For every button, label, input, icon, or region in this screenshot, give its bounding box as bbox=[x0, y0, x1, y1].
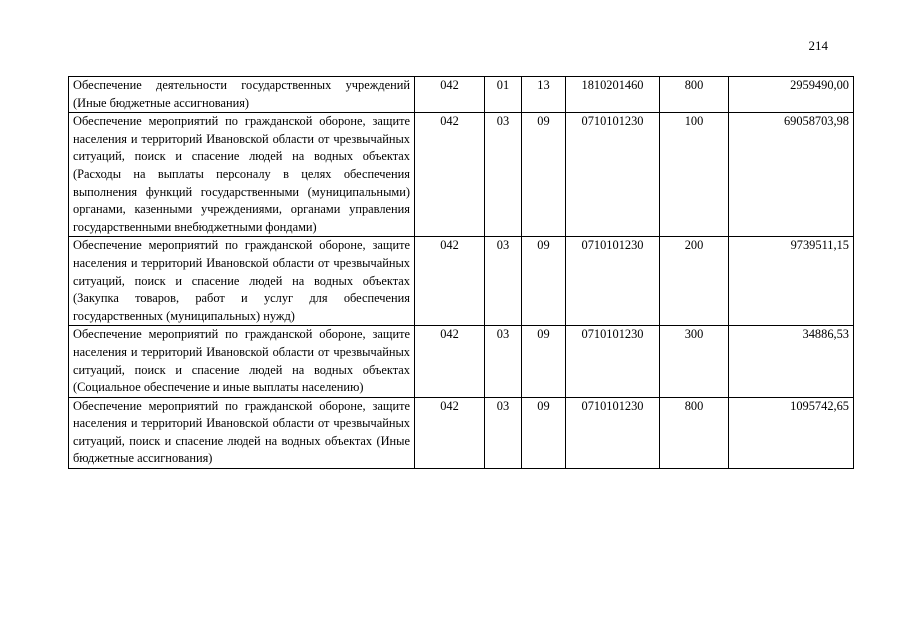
table-row bbox=[69, 397, 854, 468]
expense-name-cell: Обеспечение мероприятий по гражданской обороне, защите населения и территорий Ивановской области от чрезвычайных ситуаций, поиск и спасение людей на водных объектах (Иные бюджетные ассигнования) bbox=[69, 397, 415, 468]
ministry-code-cell: 042 bbox=[415, 77, 485, 113]
table-row bbox=[69, 77, 854, 113]
expense-name-cell: Обеспечение деятельности государственных учреждений (Иные бюджетные ассигнования) bbox=[69, 77, 415, 113]
ministry-code-cell: 042 bbox=[415, 397, 485, 468]
expense-type-cell: 800 bbox=[660, 397, 729, 468]
section-cell: 03 bbox=[485, 326, 522, 397]
amount-cell: 1095742,65 bbox=[729, 397, 854, 468]
expense-type-cell: 100 bbox=[660, 113, 729, 237]
target-article-cell: 0710101230 bbox=[566, 113, 660, 237]
target-article-cell: 0710101230 bbox=[566, 397, 660, 468]
page-number: 214 bbox=[808, 38, 828, 53]
table-row bbox=[69, 237, 854, 326]
expense-name-cell: Обеспечение мероприятий по гражданской обороне, защите населения и территорий Ивановской области от чрезвычайных ситуаций, поиск и спасение людей на водных объектах (Социальное обеспечение и иные выплаты населению) bbox=[69, 326, 415, 397]
amount-cell: 69058703,98 bbox=[729, 113, 854, 237]
amount-cell: 34886,53 bbox=[729, 326, 854, 397]
expense-name-cell: Обеспечение мероприятий по гражданской обороне, защите населения и территорий Ивановской области от чрезвычайных ситуаций, поиск и спасение людей на водных объектах (Расходы на выплаты персоналу в целях обеспечения выполнения функций государственными (муниципальными) органами, казенными учреждениями, органами управления государственными внебюджетными фондами) bbox=[69, 113, 415, 237]
section-cell: 01 bbox=[485, 77, 522, 113]
ministry-code-cell: 042 bbox=[415, 237, 485, 326]
expense-name-cell: Обеспечение мероприятий по гражданской обороне, защите населения и территорий Ивановской области от чрезвычайных ситуаций, поиск и спасение людей на водных объектах (Закупка товаров, работ и услуг для обеспечения государственных (муниципальных) нужд) bbox=[69, 237, 415, 326]
table-row bbox=[69, 326, 854, 397]
target-article-cell: 0710101230 bbox=[566, 326, 660, 397]
section-cell: 03 bbox=[485, 113, 522, 237]
subsection-cell: 09 bbox=[522, 397, 566, 468]
amount-cell: 9739511,15 bbox=[729, 237, 854, 326]
expense-type-cell: 200 bbox=[660, 237, 729, 326]
target-article-cell: 0710101230 bbox=[566, 237, 660, 326]
ministry-code-cell: 042 bbox=[415, 113, 485, 237]
section-cell: 03 bbox=[485, 397, 522, 468]
subsection-cell: 09 bbox=[522, 326, 566, 397]
subsection-cell: 09 bbox=[522, 113, 566, 237]
subsection-cell: 09 bbox=[522, 237, 566, 326]
target-article-cell: 1810201460 bbox=[566, 77, 660, 113]
expense-type-cell: 300 bbox=[660, 326, 729, 397]
budget-table bbox=[68, 76, 854, 469]
table-row bbox=[69, 113, 854, 237]
subsection-cell: 13 bbox=[522, 77, 566, 113]
ministry-code-cell: 042 bbox=[415, 326, 485, 397]
expense-type-cell: 800 bbox=[660, 77, 729, 113]
section-cell: 03 bbox=[485, 237, 522, 326]
amount-cell: 2959490,00 bbox=[729, 77, 854, 113]
